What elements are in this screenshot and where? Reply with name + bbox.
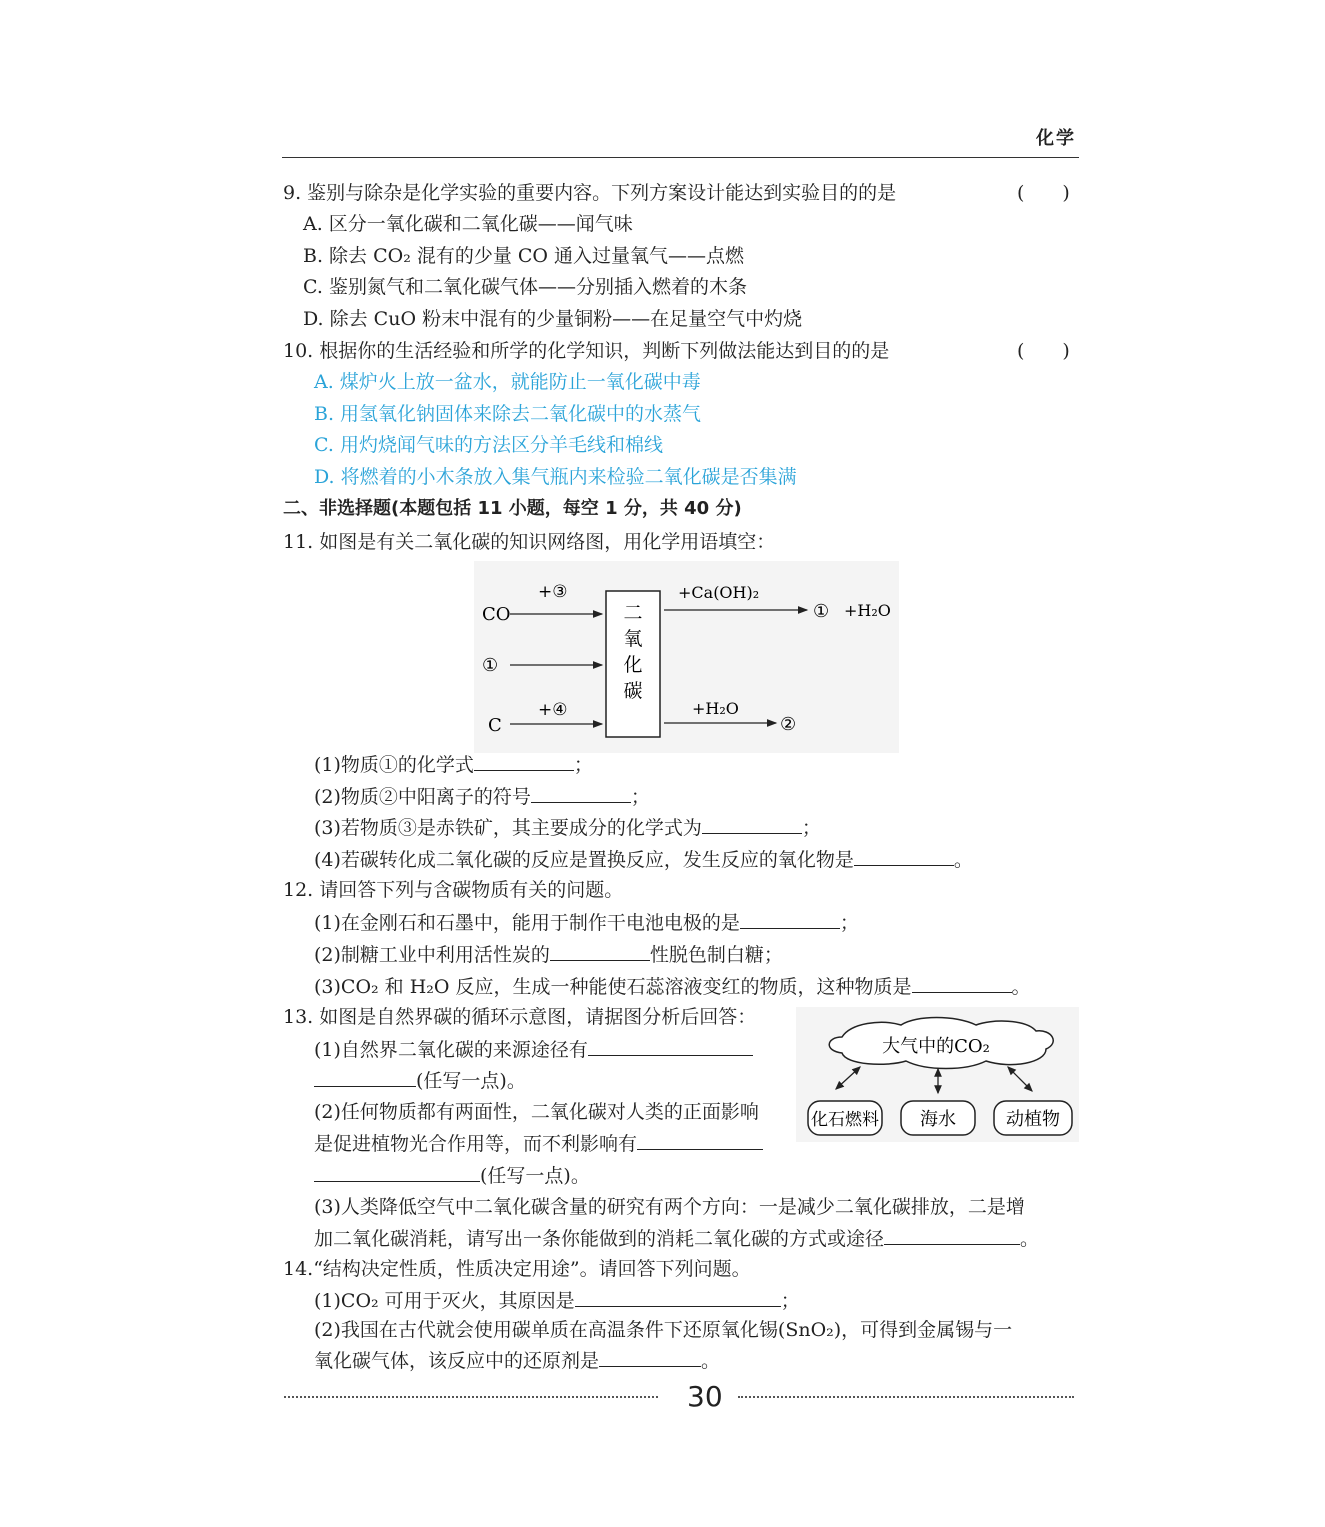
label-plus3: +③ [538, 582, 568, 602]
q13-part-1b: (任写一点)。 [314, 1068, 526, 1093]
q12-part-2: (2)制糖工业中利用活性炭的 性脱色制白糖； [314, 944, 783, 966]
q9-option-c: C. 鉴别氮气和二氧化碳气体——分别插入燃着的木条 [303, 276, 747, 298]
box-fossil-fuel-label: 化石燃料 [811, 1110, 879, 1130]
output-1: ① [813, 601, 830, 622]
q13-blank-1a[interactable] [588, 1037, 753, 1056]
q12-blank-2[interactable] [550, 942, 650, 961]
q10-option-c: C. 用灼烧闻气味的方法区分羊毛线和棉线 [314, 434, 663, 456]
q13-part-2c: (任写一点)。 [314, 1163, 590, 1188]
output-1-h2o: +H₂O [844, 601, 891, 620]
header-rule [282, 157, 1079, 158]
q11-part-2: (2)物质②中阳离子的符号 ； [314, 786, 650, 808]
q14-blank-1[interactable] [575, 1288, 781, 1307]
section-2-title: 二、非选择题(本题包括 11 小题，每空 1 分，共 40 分) [283, 498, 742, 519]
co2-network-diagram [474, 561, 899, 753]
label-plus4: +④ [538, 700, 568, 720]
q11-blank-2[interactable] [531, 784, 631, 803]
page-footer [282, 1380, 1079, 1416]
q12-part-3: (3)CO₂ 和 H₂O 反应，生成一种能使石蕊溶液变红的物质，这种物质是 。 [314, 976, 1031, 998]
q9-answer-paren: ( ) [1017, 182, 1070, 204]
output-2: ② [780, 714, 797, 735]
q14-part-2b: 氧化碳气体，该反应中的还原剂是 。 [314, 1350, 721, 1372]
q10-option-b: B. 用氢氧化钠固体来除去二氧化碳中的水蒸气 [314, 403, 702, 425]
q12-part-1: (1)在金刚石和石墨中，能用于制作干电池电极的是 ； [314, 912, 859, 934]
q9-option-d: D. 除去 CuO 粉末中混有的少量铜粉——在足量空气中灼烧 [303, 308, 803, 330]
page-number: 30 [687, 1380, 723, 1413]
q10-stem: 10. 根据你的生活经验和所学的化学知识，判断下列做法能达到目的的是 [283, 340, 890, 362]
box-organisms-label: 动植物 [1006, 1109, 1060, 1130]
q10-answer-paren: ( ) [1017, 340, 1070, 362]
q10-option-d: D. 将燃着的小木条放入集气瓶内来检验二氧化碳是否集满 [314, 466, 797, 488]
q12-blank-3[interactable] [912, 974, 1012, 993]
q13-blank-1b[interactable] [314, 1068, 416, 1087]
center-char-4: 碳 [623, 680, 643, 702]
label-caoh2: +Ca(OH)₂ [678, 583, 760, 602]
input-1: ① [482, 655, 499, 676]
q14-stem: 14.“结构决定性质，性质决定用途”。请回答下列问题。 [283, 1258, 751, 1280]
q14-part-2a: (2)我国在古代就会使用碳单质在高温条件下还原氧化锡(SnO₂)，可得到金属锡与一 [314, 1319, 1013, 1341]
q11-part-4: (4)若碳转化成二氧化碳的反应是置换反应，发生反应的氧化物是 。 [314, 849, 973, 871]
q13-blank-3[interactable] [884, 1226, 1020, 1245]
subject-header: 化学 [1036, 128, 1076, 149]
label-h2o: +H₂O [692, 699, 739, 718]
q13-part-3a: (3)人类降低空气中二氧化碳含量的研究有两个方向：一是减少二氧化碳排放，二是增 [314, 1196, 1025, 1218]
q13-part-2a: (2)任何物质都有两面性，二氧化碳对人类的正面影响 [314, 1101, 759, 1123]
q12-blank-1[interactable] [740, 910, 840, 929]
center-char-2: 氧 [623, 628, 643, 650]
q13-part-3b: 加二氧化碳消耗，请写出一条你能做到的消耗二氧化碳的方式或途径 。 [314, 1228, 1040, 1250]
carbon-cycle-diagram [796, 1007, 1079, 1142]
box-seawater-label: 海水 [920, 1109, 956, 1130]
q14-part-1: (1)CO₂ 可用于灭火，其原因是 ； [314, 1290, 800, 1312]
q12-stem: 12. 请回答下列与含碳物质有关的问题。 [283, 879, 624, 901]
q9-option-a: A. 区分一氧化碳和二氧化碳——闻气味 [303, 213, 633, 235]
q11-blank-4[interactable] [854, 847, 954, 866]
q13-blank-2b[interactable] [314, 1163, 480, 1182]
q11-stem: 11. 如图是有关二氧化碳的知识网络图，用化学用语填空： [283, 531, 776, 553]
center-char-3: 化 [623, 654, 643, 676]
q9-stem: 9. 鉴别与除杂是化学实验的重要内容。下列方案设计能达到实验目的的是 [283, 182, 897, 204]
q10-option-a: A. 煤炉火上放一盆水，就能防止一氧化碳中毒 [314, 371, 701, 393]
q13-part-1a: (1)自然界二氧化碳的来源途径有 [314, 1037, 753, 1062]
q11-part-1: (1)物质①的化学式 ； [314, 754, 593, 776]
q13-blank-2a[interactable] [637, 1131, 763, 1150]
cloud-label: 大气中的CO₂ [882, 1036, 990, 1057]
footer-dots-left [284, 1396, 658, 1398]
center-char-1: 二 [623, 602, 643, 624]
q13-stem: 13. 如图是自然界碳的循环示意图，请据图分析后回答： [283, 1006, 757, 1028]
q11-blank-1[interactable] [474, 752, 574, 771]
q11-part-3: (3)若物质③是赤铁矿，其主要成分的化学式为 ； [314, 817, 821, 839]
q9-option-b: B. 除去 CO₂ 混有的少量 CO 通入过量氧气——点燃 [303, 245, 745, 267]
input-c: C [488, 715, 502, 736]
q11-blank-3[interactable] [702, 815, 802, 834]
q13-part-2b: 是促进植物光合作用等，而不利影响有 [314, 1131, 763, 1156]
q14-blank-2[interactable] [599, 1348, 701, 1367]
input-co: CO [482, 604, 511, 625]
footer-dots-right [738, 1396, 1074, 1398]
